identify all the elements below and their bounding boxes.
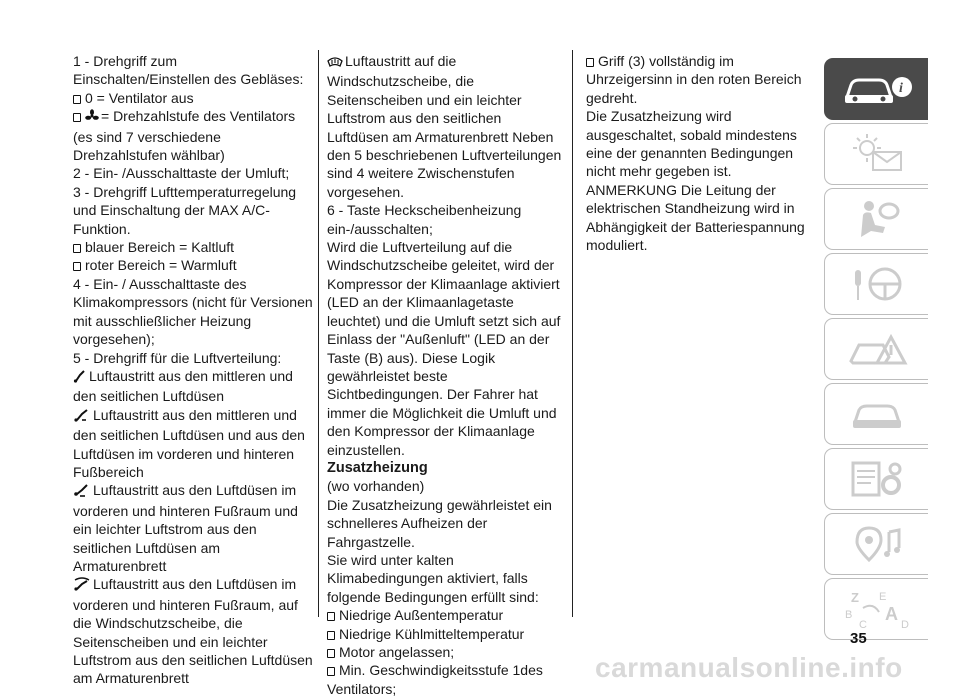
air-feet-icon	[73, 483, 91, 501]
key-steering-icon	[839, 262, 915, 306]
paragraph: 1 - Drehgriff zum Einschalten/Einstellen des Gebläses:	[73, 53, 304, 88]
text-column-2	[327, 52, 565, 698]
bullet-text: Niedrige Kühlmitteltemperatur	[339, 625, 525, 642]
fan-icon	[85, 109, 99, 127]
distribution-item	[73, 481, 313, 575]
svg-text:E: E	[878, 591, 886, 603]
bullet-item	[73, 89, 313, 107]
air-feet-windshield-icon	[73, 577, 91, 595]
tab-car-service[interactable]	[824, 383, 928, 445]
tab-index[interactable]	[824, 578, 928, 640]
svg-text:A: A	[884, 604, 898, 624]
square-bullet-icon	[73, 262, 81, 271]
svg-text:B: B	[844, 609, 852, 621]
tab-specs[interactable]	[824, 448, 928, 510]
square-bullet-icon	[73, 113, 81, 122]
distribution-text: Luftaustritt aus den mittleren und den seitlichen Luftdüsen	[73, 367, 293, 405]
bullet-text: roter Bereich = Warmluft	[85, 257, 237, 274]
square-bullet-icon	[73, 95, 81, 104]
bullet-text: Motor angelassen;	[339, 644, 455, 660]
svg-text:D: D	[900, 619, 909, 631]
distribution-item	[73, 575, 313, 687]
distribution-item	[73, 406, 313, 482]
bullet-item	[73, 107, 313, 164]
bullet-text: Min. Geschwindigkeitsstufe 1des Ventilators;	[327, 662, 543, 697]
bullet-text: Griff (3) vollständig im Uhrzeigersinn in den roten Bereich gedreht.	[586, 53, 802, 106]
paragraph: 2 - Ein- /Ausschalttaste der Umluft;	[73, 165, 290, 182]
specs-gear-icon	[839, 457, 915, 501]
paragraph: 4 - Ein- / Ausschalttaste des Klimakompressors (nicht für Versionen mit ausschließlicher Heizung vorgesehen);	[73, 275, 313, 348]
car-info-icon	[839, 69, 915, 109]
air-face-icon	[73, 369, 87, 387]
distribution-text: Luftaustritt aus den Luftdüsen im vorderen und hinteren Fußraum, auf die Windschutzscheibe, die Seitenscheiben und ein leichter Luftstrom aus den seitlichen Luftdüsen am Armaturenbrett	[73, 576, 313, 687]
bullet-item	[73, 238, 313, 256]
distribution-text: Luftaustritt auf die Windschutzscheibe, die Seitenscheiben und ein leichter Luftstrom aus den seitlichen Luftdüsen am Armaturenbrett Neben den 5 beschriebenen Luftverteilungen sind 4 weitere Zwischenstufen vorgesehen.	[327, 53, 562, 200]
paragraph: Wird die Luftverteilung auf die Windschutzscheibe geleitet, wird der Kompressor der Klimaanlage aktiviert (LED an der Klimaanlagetaste leuchtet) und die Umluft setzt sich auf Einlass der "Außenluft" (LED an der Taste (B) aus). Diese Logik gewährleistet beste Sichtbedingungen. Der Fahrer hat immer die Möglichkeit die Umluft und den Kompressor der Klimaanlage einzustellen.	[327, 239, 561, 458]
tab-multimedia[interactable]	[824, 513, 928, 575]
square-bullet-icon	[586, 58, 594, 67]
chapter-tabs	[824, 58, 930, 643]
paragraph: (wo vorhanden)	[327, 478, 425, 495]
svg-text:Z: Z	[850, 590, 859, 605]
tab-airbag-seat[interactable]	[824, 188, 928, 250]
column-divider	[318, 50, 319, 617]
bullet-text: 0 = Ventilator aus	[85, 89, 194, 106]
paragraph: 5 - Drehgriff für die Luftverteilung:	[73, 349, 282, 366]
page-number: 35	[850, 630, 867, 647]
distribution-text: Luftaustritt aus den Luftdüsen im vorderen und hinteren Fußraum und ein leichter Luftstrom aus den seitlichen Luftdüsen am Armaturenbrett	[73, 482, 298, 574]
distribution-item	[327, 52, 565, 201]
air-face-feet-icon	[73, 408, 91, 426]
tab-car-info[interactable]	[824, 58, 928, 120]
paragraph: Die Zusatzheizung wird ausgeschaltet, sobald mindestens eine der genannten Bedingungen nicht mehr gegeben ist.	[586, 108, 797, 180]
bullet-item	[327, 643, 565, 661]
paragraph: Die Zusatzheizung gewährleistet ein schnelleres Aufheizen der Fahrgastzelle.	[327, 496, 552, 550]
multimedia-icon	[839, 522, 915, 566]
square-bullet-icon	[73, 244, 81, 253]
watermark: carmanualsonline.info	[595, 652, 903, 683]
distribution-item	[73, 367, 313, 406]
text-column-3	[586, 52, 818, 254]
square-bullet-icon	[327, 667, 335, 676]
square-bullet-icon	[327, 631, 335, 640]
bullet-item	[73, 256, 313, 274]
square-bullet-icon	[327, 649, 335, 658]
bullet-text: Niedrige Außentemperatur	[339, 607, 504, 624]
tab-warning-lights[interactable]	[824, 123, 928, 185]
paragraph: ANMERKUNG Die Leitung der elektrischen Standheizung wird in Abhängigkeit der Batteriespannung moduliert.	[586, 181, 805, 254]
bullet-item	[586, 52, 818, 107]
tab-key-steering[interactable]	[824, 253, 928, 315]
emergency-icon	[839, 327, 915, 371]
svg-text:C: C	[858, 619, 867, 631]
windshield-defrost-icon	[327, 54, 343, 72]
section-heading: Zusatzheizung	[327, 459, 428, 476]
car-service-icon	[839, 392, 915, 436]
column-divider	[572, 50, 573, 617]
bullet-text: blauer Bereich = Kaltluft	[85, 239, 235, 256]
paragraph: Sie wird unter kalten Klimabedingungen aktiviert, falls folgende Bedingungen erfüllt sind:	[327, 551, 539, 605]
text-column-1	[73, 52, 313, 688]
paragraph: 6 - Taste Heckscheibenheizung ein-/ausschalten;	[327, 202, 522, 237]
warning-lights-icon	[839, 132, 915, 176]
bullet-item	[327, 625, 565, 643]
bullet-text: = Drehzahlstufe des Ventilators (es sind 7 verschiedene Drehzahlstufen wählbar)	[73, 108, 296, 164]
square-bullet-icon	[327, 612, 335, 621]
bullet-item	[327, 606, 565, 624]
distribution-text: Luftaustritt aus den mittleren und den seitlichen Luftdüsen und aus den Luftdüsen im vorderen und hinteren Fußbereich	[73, 406, 305, 480]
index-letters-icon	[839, 586, 915, 632]
paragraph: 3 - Drehgriff Lufttemperaturregelung und Einschaltung der MAX A/C-Funktion.	[73, 183, 297, 237]
svg-text:i: i	[898, 81, 903, 96]
tab-emergency[interactable]	[824, 318, 928, 380]
airbag-seat-icon	[839, 197, 915, 241]
bullet-item	[327, 661, 565, 698]
